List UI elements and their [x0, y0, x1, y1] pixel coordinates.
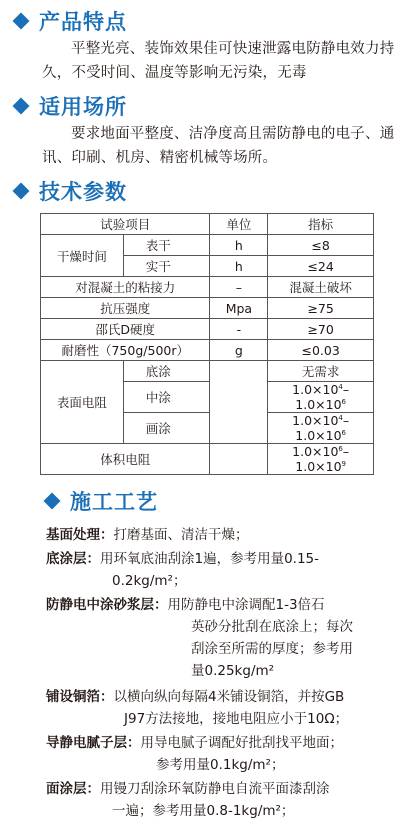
features-text: 平整光亮、装饰效果佳可快速泄露电防静电效力持久，不受时间、温度等影响无污染，无毒	[42, 41, 395, 81]
step-text: 用防静电中涂调配1-3倍石	[167, 597, 325, 613]
table-row	[41, 444, 374, 475]
step-text: 以横向纵向每隔4米铺设铜箔，并按GB	[113, 689, 345, 705]
step-label: 铺设铜箔：	[46, 689, 114, 705]
tech-heading	[13, 176, 127, 206]
construction-step	[46, 594, 353, 682]
abrasion-value: ≤0.03	[268, 340, 374, 361]
surface-res-top: 画涂	[123, 413, 210, 444]
table-header-row	[41, 214, 374, 235]
compressive-value: ≥75	[268, 298, 374, 319]
diamond-bullet-icon	[13, 98, 30, 115]
drying-surface: 表干	[123, 235, 210, 256]
surface-res-top-value: $1.0\times 10^4-1.0\times 10^6$	[268, 413, 374, 444]
surface-res-middle: 中涂	[123, 382, 210, 413]
surface-res-base-value: 无需求	[268, 361, 374, 382]
surface-res-label: 表面电阻	[41, 361, 124, 444]
construction-step	[46, 778, 330, 822]
applications-text: 要求地面平整度、洁净度高且需防静电的电子、通讯、印刷、机房、精密机械等场所。	[42, 126, 395, 166]
surface-res-unit	[210, 361, 268, 444]
step-text: 参考用量0.1kg/m²；	[156, 757, 285, 773]
volume-res-value: $1.0\times 10^6-1.0\times 10^9$	[268, 444, 374, 475]
compressive-unit: Mpa	[210, 298, 268, 319]
step-label: 基面处理：	[46, 527, 114, 543]
abrasion-unit: g	[210, 340, 268, 361]
hardness-label: 邵氏D硬度	[41, 319, 210, 340]
step-text: 用环氧底油刮涂1遍，参考用量0.15-	[100, 551, 320, 567]
applications-heading	[13, 91, 127, 121]
construction-title: 施工工艺	[70, 490, 158, 514]
tech-params-table	[40, 213, 374, 475]
features-title: 产品特点	[39, 10, 127, 34]
table-row	[41, 277, 374, 298]
drying-surface-unit: h	[210, 235, 268, 256]
volume-res-unit	[210, 444, 268, 475]
step-text: 量0.25kg/m²	[191, 663, 275, 679]
diamond-bullet-icon	[44, 493, 61, 510]
step-text: 用导电腻子调配好批刮找平地面；	[140, 735, 343, 751]
surface-res-middle-value: $1.0\times 10^4-1.0\times 10^6$	[268, 382, 374, 413]
tech-title: 技术参数	[39, 180, 127, 204]
adhesion-value: 混凝土破坏	[268, 277, 374, 298]
diamond-bullet-icon	[13, 13, 30, 30]
step-text: 英砂分批刮在底涂上；每次	[191, 619, 353, 635]
header-value: 指标	[268, 214, 374, 235]
step-text: 打磨基面、清洁干燥；	[113, 527, 249, 543]
adhesion-label: 对混凝土的粘接力	[41, 277, 210, 298]
header-unit: 单位	[210, 214, 268, 235]
surface-res-base: 底涂	[123, 361, 210, 382]
construction-step	[46, 524, 249, 546]
table-row	[41, 319, 374, 340]
drying-hard: 实干	[123, 256, 210, 277]
features-heading	[13, 6, 127, 36]
hardness-unit: -	[210, 319, 268, 340]
drying-surface-value: ≤8	[268, 235, 374, 256]
table-row	[41, 361, 374, 382]
hardness-value: ≥70	[268, 319, 374, 340]
construction-step	[46, 686, 348, 730]
step-label: 防静电中涂砂浆层：	[46, 597, 168, 613]
table-row	[41, 235, 374, 256]
drying-hard-unit: h	[210, 256, 268, 277]
adhesion-unit: –	[210, 277, 268, 298]
applications-title: 适用场所	[39, 95, 127, 119]
construction-step	[46, 548, 319, 592]
volume-res-label: 体积电阻	[41, 444, 210, 475]
construction-step	[46, 732, 343, 776]
step-text: 用镘刀刮涂环氧防静电自流平面漆刮涂	[100, 781, 330, 797]
table-row	[41, 298, 374, 319]
step-text: 一遍；参考用量0.8-1kg/m²；	[112, 803, 295, 819]
step-label: 底涂层：	[46, 551, 100, 567]
header-item: 试验项目	[41, 214, 210, 235]
drying-label: 干燥时间	[41, 235, 124, 277]
step-label: 导静电腻子层：	[46, 735, 141, 751]
step-text: 刮涂至所需的厚度；参考用	[191, 641, 353, 657]
step-text: 0.2kg/m²；	[112, 573, 187, 589]
drying-hard-value: ≤24	[268, 256, 374, 277]
compressive-label: 抗压强度	[41, 298, 210, 319]
table-row	[41, 340, 374, 361]
diamond-bullet-icon	[13, 183, 30, 200]
step-text: J97方法接地，接地电阻应小于10Ω；	[124, 711, 349, 727]
abrasion-label: 耐磨性（750g/500r）	[41, 340, 210, 361]
construction-heading	[44, 486, 158, 516]
step-label: 面涂层：	[46, 781, 100, 797]
